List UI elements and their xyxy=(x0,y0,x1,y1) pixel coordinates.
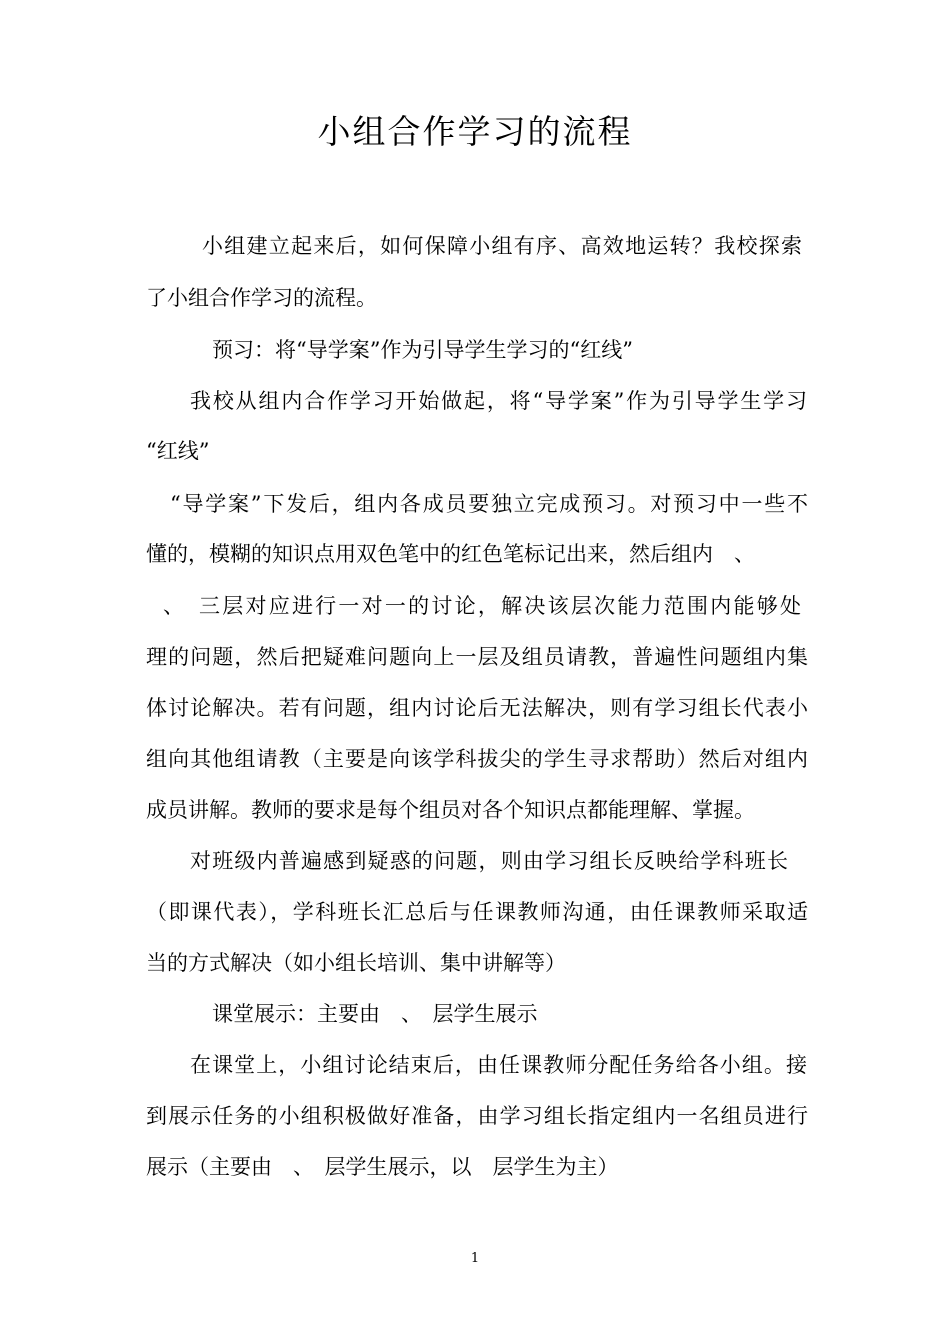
paragraph-line: 小组建立起来后，如何保障小组有序、高效地运转？我校探索 xyxy=(202,234,802,258)
paragraph-line: 体讨论解决。若有问题，组内讨论后无法解决，则有学习组长代表小 xyxy=(146,696,808,720)
section-heading: 课堂展示：主要由 、 层学生展示 xyxy=(212,1002,538,1026)
paragraph-line: “红线” xyxy=(146,439,210,463)
paragraph-line: （即课代表），学科班长汇总后与任课教师沟通，由任课教师采取适 xyxy=(146,900,808,924)
paragraph-line: 懂的，模糊的知识点用双色笔中的红色笔标记出来，然后组内 、 xyxy=(146,542,755,566)
paragraph-line: 对班级内普遍感到疑惑的问题，则由学习组长反映给学科班长 xyxy=(190,849,788,873)
paragraph-line: 了小组合作学习的流程。 xyxy=(146,286,377,310)
section-heading: 预习：将“导学案”作为引导学生学习的“红线” xyxy=(212,338,633,362)
paragraph-line: 展示（主要由 、 层学生展示，以 层学生为主） xyxy=(146,1155,619,1179)
paragraph-line: 、 三层对应进行一对一的讨论，解决该层次能力范围内能够处 xyxy=(163,594,801,618)
page-number: 1 xyxy=(470,1251,480,1266)
paragraph-line: 理的问题，然后把疑难问题向上一层及组员请教，普遍性问题组内集 xyxy=(146,645,808,669)
paragraph-line: 组向其他组请教（主要是向该学科拔尖的学生寻求帮助）然后对组内 xyxy=(146,747,808,771)
paragraph-line: 我校从组内合作学习开始做起，将“导学案”作为引导学生学习 xyxy=(190,389,807,413)
paragraph-line: 当的方式解决（如小组长培训、集中讲解等） xyxy=(146,951,566,975)
paragraph-line: 在课堂上，小组讨论结束后，由任课教师分配任务给各小组。接 xyxy=(190,1053,807,1077)
paragraph-line: “导学案”下发后，组内各成员要独立完成预习。对预习中一些不 xyxy=(170,492,808,516)
page-title: 小组合作学习的流程 xyxy=(317,112,633,151)
paragraph-line: 到展示任务的小组积极做好准备，由学习组长指定组内一名组员进行 xyxy=(146,1104,808,1128)
paragraph-line: 成员讲解。教师的要求是每个组员对各个知识点都能理解、掌握。 xyxy=(146,798,755,822)
